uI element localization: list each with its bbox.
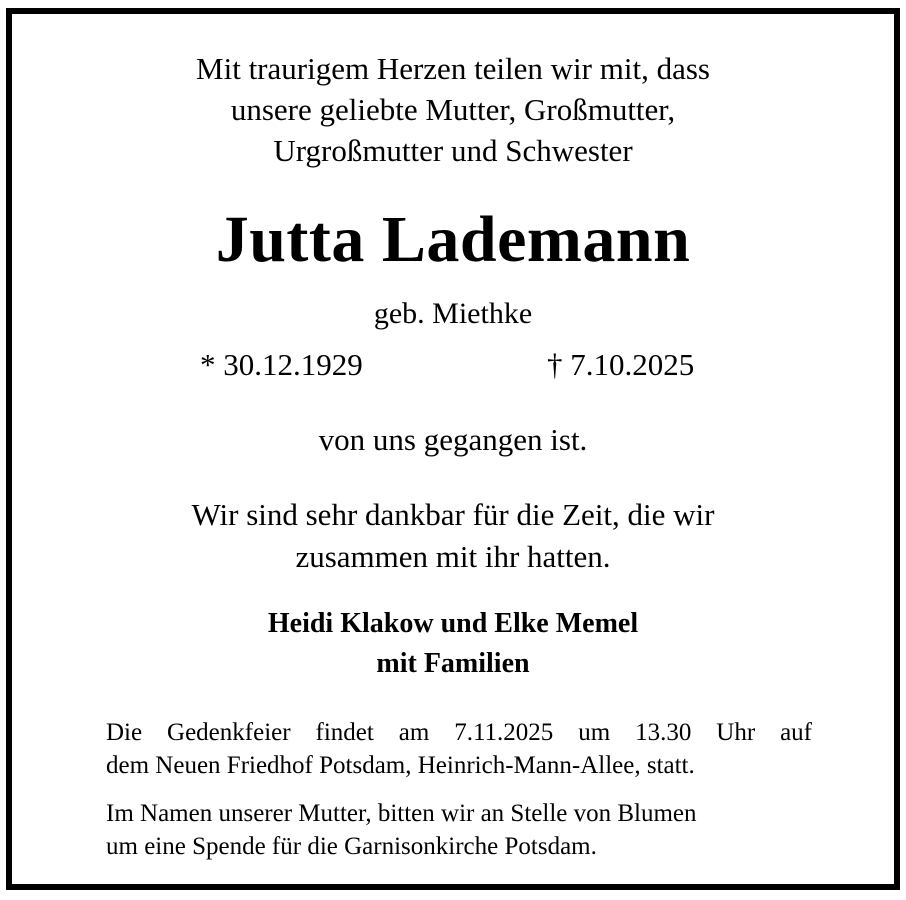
intro-text	[12, 48, 894, 171]
intro-line: Urgroßmutter und Schwester	[273, 133, 633, 168]
family-line: Heidi Klakow und Elke Memel	[267, 608, 639, 639]
family-line: mit Familien	[376, 648, 530, 679]
ceremony-notice	[106, 716, 812, 782]
family-signature	[12, 604, 894, 684]
maiden-name: geb. Miethke	[373, 297, 533, 330]
ceremony-line: dem Neuen Friedhof Potsdam, Heinrich-Mann-Allee, statt.	[106, 752, 695, 779]
donation-line: um eine Spende für die Garnisonkirche Potsdam.	[106, 833, 597, 860]
obituary-frame	[6, 8, 900, 890]
ceremony-line: Die Gedenkfeier findet am 7.11.2025 um 13.30 Uhr auf	[106, 719, 812, 746]
thanks-text	[12, 494, 894, 578]
deceased-name: Jutta Lademann	[215, 203, 691, 276]
donation-line: Im Namen unserer Mutter, bitten wir an Stelle von Blumen	[106, 800, 697, 827]
intro-line: unsere geliebte Mutter, Großmutter,	[230, 92, 676, 127]
passed-text: von uns gegangen ist.	[318, 422, 588, 457]
donation-notice	[106, 797, 812, 863]
thanks-line: zusammen mit ihr hatten.	[295, 539, 611, 574]
birth-date: * 30.12.1929	[200, 347, 363, 382]
intro-line: Mit traurigem Herzen teilen wir mit, dass	[196, 51, 710, 86]
thanks-line: Wir sind sehr dankbar für die Zeit, die wir	[191, 497, 715, 532]
death-date: † 7.10.2025	[547, 347, 695, 382]
